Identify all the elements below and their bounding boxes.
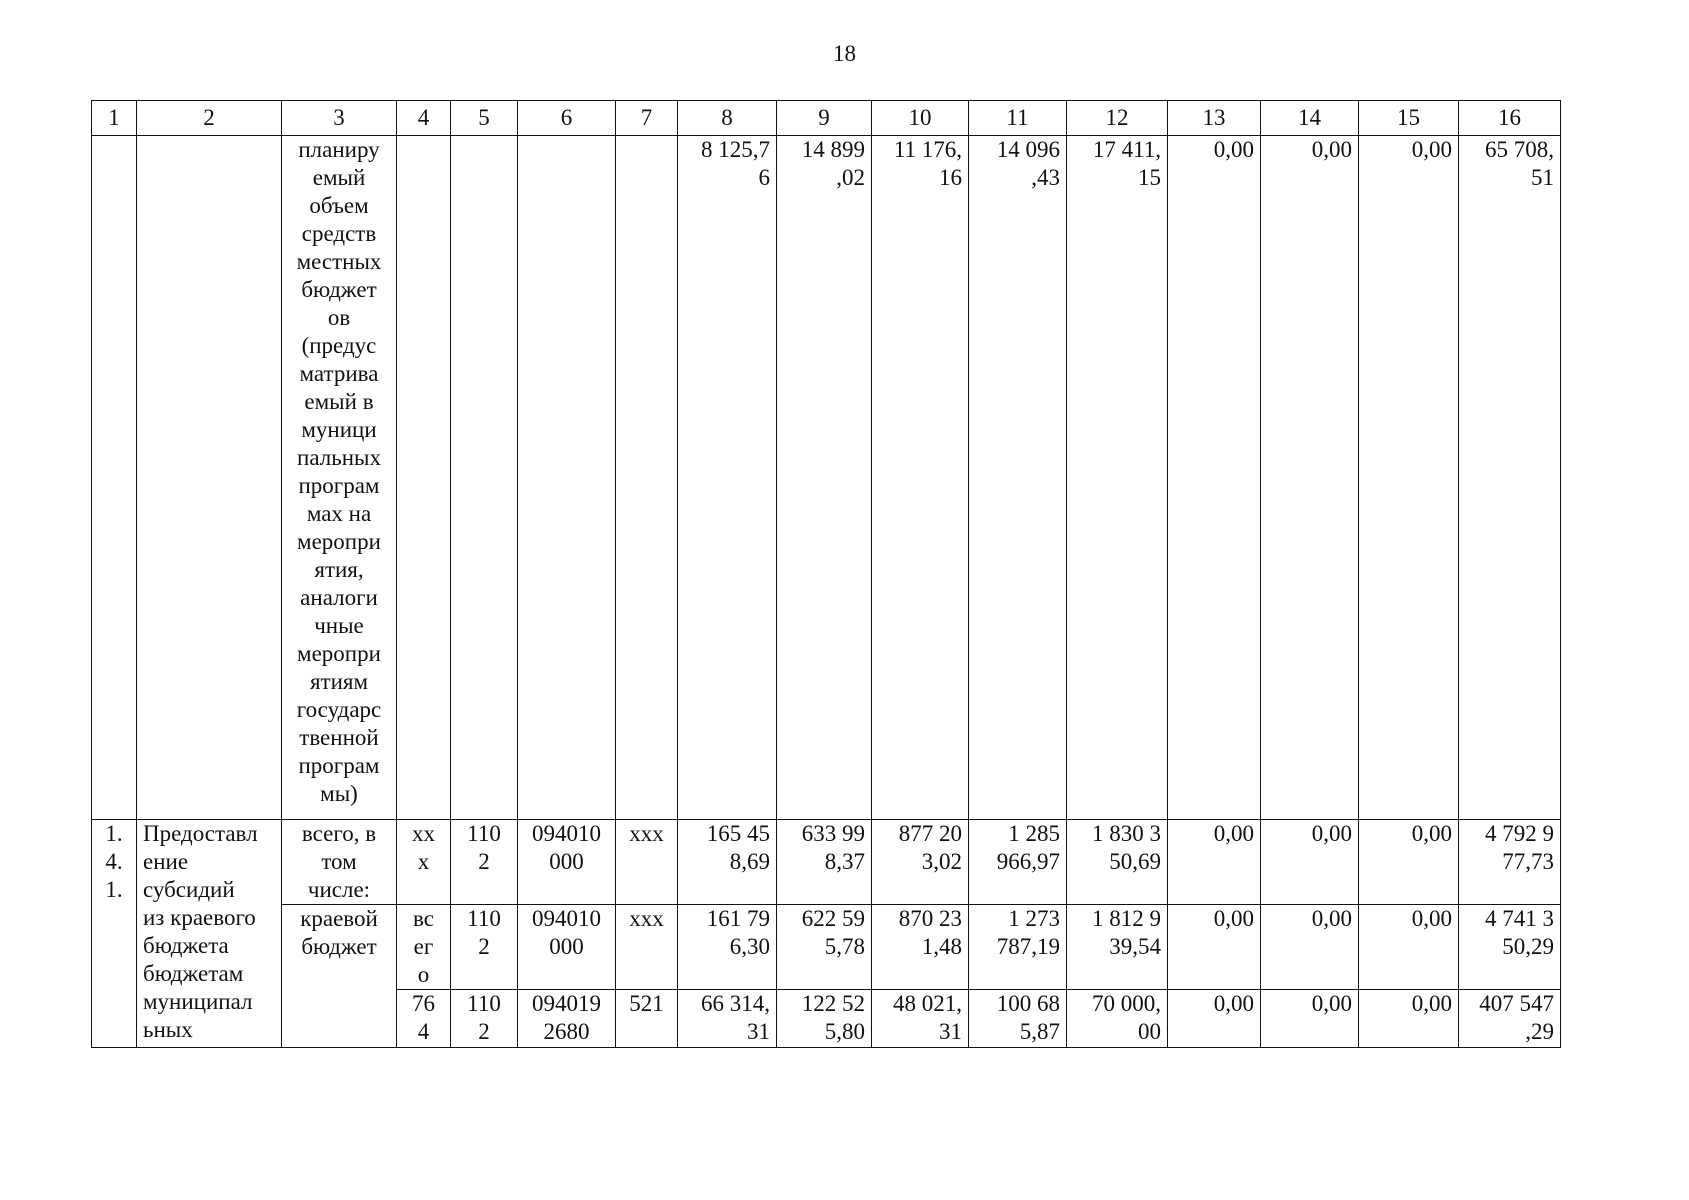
cell-text-line: 966,97 bbox=[996, 849, 1060, 874]
code-cell bbox=[518, 990, 616, 1048]
cell-text-line: 122 52 bbox=[801, 991, 865, 1016]
value-cell bbox=[1459, 905, 1561, 990]
cell-text-line: емый в bbox=[304, 389, 374, 414]
value-cell bbox=[777, 990, 872, 1048]
cell-text-line: 100 68 bbox=[996, 991, 1060, 1016]
cell-text-line: чные bbox=[314, 613, 364, 638]
cell-text-line: хх bbox=[412, 821, 435, 846]
value-cell bbox=[1261, 905, 1359, 990]
item-description-cell bbox=[137, 820, 282, 1048]
cell-text-line: ятиям bbox=[309, 669, 369, 694]
value-cell bbox=[1168, 820, 1261, 905]
value-cell bbox=[1459, 990, 1561, 1048]
value-cell bbox=[872, 990, 969, 1048]
cell-text-line: краевой bbox=[300, 906, 378, 931]
cell-text-line: 16 bbox=[939, 165, 962, 190]
cell-text-line: 165 45 bbox=[706, 821, 770, 846]
table-cell bbox=[92, 136, 137, 820]
cell-text-line: 70 000, bbox=[1092, 991, 1161, 1016]
cell-text-line: аналоги bbox=[300, 585, 378, 610]
cell-text-line: 0,00 bbox=[1411, 821, 1452, 846]
column-header: 11 bbox=[969, 101, 1067, 136]
table-cell bbox=[397, 136, 451, 820]
cell-text-line: ение bbox=[143, 849, 189, 874]
cell-text-line: 1. bbox=[105, 821, 123, 846]
cell-text-line: 00 bbox=[1138, 1019, 1161, 1044]
column-header: 4 bbox=[397, 101, 451, 136]
cell-text-line: 0,00 bbox=[1213, 137, 1254, 162]
cell-text-line: 0,00 bbox=[1411, 137, 1452, 162]
value-cell bbox=[1261, 990, 1359, 1048]
cell-text-line: 0,00 bbox=[1311, 991, 1352, 1016]
code-cell bbox=[451, 905, 518, 990]
cell-text-line: бюджет bbox=[301, 277, 377, 302]
cell-text-line: 1,48 bbox=[921, 934, 962, 959]
cell-text-line: 2 bbox=[478, 1019, 490, 1044]
source-label-cell bbox=[282, 820, 397, 905]
code-cell bbox=[451, 990, 518, 1048]
cell-text-line: 110 bbox=[467, 906, 501, 931]
cell-text-line: 0,00 bbox=[1213, 821, 1254, 846]
source-label-cell bbox=[282, 136, 397, 820]
cell-text-line: ов bbox=[327, 305, 351, 330]
cell-text-line: государс bbox=[296, 697, 382, 722]
cell-text-line: объем bbox=[309, 193, 369, 218]
value-cell bbox=[777, 136, 872, 820]
cell-text-line: 5,78 bbox=[824, 934, 865, 959]
value-cell bbox=[1459, 136, 1561, 820]
cell-text-line: 622 59 bbox=[801, 906, 865, 931]
cell-text-line: ххх bbox=[629, 906, 664, 931]
code-cell bbox=[451, 820, 518, 905]
cell-text-line: 65 708, bbox=[1485, 137, 1554, 162]
value-cell bbox=[1067, 905, 1168, 990]
header-row bbox=[92, 101, 1561, 136]
cell-text-line: 094010 bbox=[532, 821, 601, 846]
cell-text-line: ,02 bbox=[836, 165, 865, 190]
cell-text-line: 877 20 bbox=[898, 821, 962, 846]
cell-text-line: 50,69 bbox=[1109, 849, 1161, 874]
cell-text-line: 51 bbox=[1531, 165, 1554, 190]
column-header: 14 bbox=[1261, 101, 1359, 136]
column-header: 8 bbox=[678, 101, 777, 136]
table-row-local-budgets bbox=[92, 136, 1561, 820]
table-cell bbox=[451, 136, 518, 820]
cell-text-line: 870 23 bbox=[898, 906, 962, 931]
cell-text-line: 3,02 bbox=[921, 849, 962, 874]
value-cell bbox=[678, 136, 777, 820]
value-cell bbox=[1359, 820, 1459, 905]
cell-text-line: х bbox=[417, 849, 430, 874]
cell-text-line: 6,30 bbox=[729, 934, 770, 959]
cell-text-line: ятия, bbox=[314, 557, 364, 582]
value-cell bbox=[872, 905, 969, 990]
cell-text-line: 4. bbox=[105, 849, 123, 874]
column-header: 13 bbox=[1168, 101, 1261, 136]
cell-text-line: мах на bbox=[306, 501, 372, 526]
cell-text-line: 2680 bbox=[543, 1019, 590, 1044]
cell-text-line: 8,69 bbox=[729, 849, 770, 874]
value-cell bbox=[872, 820, 969, 905]
column-header: 1 bbox=[92, 101, 137, 136]
cell-text-line: 000 bbox=[549, 934, 584, 959]
cell-text-line: том bbox=[321, 849, 357, 874]
cell-text-line: Предоставл bbox=[143, 821, 258, 846]
cell-text-line: меропри bbox=[297, 529, 381, 554]
code-cell bbox=[616, 905, 678, 990]
cell-text-line: 4 bbox=[417, 1019, 430, 1044]
cell-text-line: 17 411, bbox=[1092, 137, 1161, 162]
cell-text-line: 110 bbox=[467, 821, 501, 846]
value-cell bbox=[1168, 136, 1261, 820]
cell-text-line: ег bbox=[413, 934, 434, 959]
cell-text-line: 1 285 bbox=[1008, 821, 1060, 846]
column-header: 7 bbox=[616, 101, 678, 136]
cell-text-line: 0,00 bbox=[1311, 137, 1352, 162]
cell-text-line: 407 547 bbox=[1479, 991, 1554, 1016]
value-cell bbox=[1067, 136, 1168, 820]
cell-text-line: (предус bbox=[301, 333, 377, 358]
cell-text-line: 66 314, bbox=[701, 991, 770, 1016]
cell-text-line: емый bbox=[312, 165, 366, 190]
value-cell bbox=[678, 990, 777, 1048]
value-cell bbox=[1067, 820, 1168, 905]
cell-text-line: 5,80 bbox=[824, 1019, 865, 1044]
column-header: 5 bbox=[451, 101, 518, 136]
cell-text-line: 15 bbox=[1138, 165, 1161, 190]
cell-text-line: ,43 bbox=[1031, 165, 1060, 190]
cell-text-line: 31 bbox=[747, 1019, 770, 1044]
cell-text-line: 14 899 bbox=[801, 137, 865, 162]
cell-text-line: средств bbox=[301, 221, 377, 246]
cell-text-line: програм bbox=[298, 473, 380, 498]
cell-text-line: 77,73 bbox=[1502, 849, 1554, 874]
code-cell bbox=[518, 905, 616, 990]
value-cell bbox=[969, 990, 1067, 1048]
value-cell bbox=[1067, 990, 1168, 1048]
code-cell bbox=[397, 820, 451, 905]
cell-text-line: 094010 bbox=[532, 906, 601, 931]
cell-text-line: 000 bbox=[549, 849, 584, 874]
cell-text-line: 0,00 bbox=[1411, 991, 1452, 1016]
cell-text-line: 2 bbox=[478, 934, 490, 959]
column-header: 12 bbox=[1067, 101, 1168, 136]
cell-text-line: планиру bbox=[298, 137, 380, 162]
value-cell bbox=[1261, 136, 1359, 820]
value-cell bbox=[1261, 820, 1359, 905]
cell-text-line: 521 bbox=[629, 991, 664, 1016]
cell-text-line: 094019 bbox=[532, 991, 601, 1016]
table-cell bbox=[518, 136, 616, 820]
cell-text-line: 4 741 3 bbox=[1485, 906, 1554, 931]
cell-text-line: ххх bbox=[629, 821, 664, 846]
column-header: 2 bbox=[137, 101, 282, 136]
cell-text-line: 14 096 bbox=[996, 137, 1060, 162]
code-cell bbox=[518, 820, 616, 905]
cell-text-line: 1. bbox=[105, 877, 123, 902]
cell-text-line: 0,00 bbox=[1311, 821, 1352, 846]
value-cell bbox=[777, 820, 872, 905]
value-cell bbox=[1168, 905, 1261, 990]
cell-text-line: муниципал bbox=[143, 989, 253, 1014]
cell-text-line: 633 99 bbox=[801, 821, 865, 846]
column-header: 15 bbox=[1359, 101, 1459, 136]
cell-text-line: програм bbox=[298, 753, 380, 778]
value-cell bbox=[969, 136, 1067, 820]
cell-text-line: 2 bbox=[478, 849, 490, 874]
cell-text-line: о bbox=[417, 962, 430, 987]
code-cell bbox=[397, 905, 451, 990]
cell-text-line: 161 79 bbox=[706, 906, 770, 931]
cell-text-line: ьных bbox=[143, 1017, 193, 1042]
cell-text-line: 0,00 bbox=[1213, 906, 1254, 931]
cell-text-line: 48 021, bbox=[893, 991, 962, 1016]
cell-text-line: 8,37 bbox=[824, 849, 865, 874]
column-header: 10 bbox=[872, 101, 969, 136]
code-cell bbox=[616, 820, 678, 905]
cell-text-line: 31 bbox=[939, 1019, 962, 1044]
cell-text-line: местных bbox=[296, 249, 382, 274]
table-row-total bbox=[92, 820, 1561, 905]
cell-text-line: твенной bbox=[299, 725, 379, 750]
code-cell bbox=[397, 990, 451, 1048]
cell-text-line: бюджетам bbox=[143, 961, 244, 986]
cell-text-line: 0,00 bbox=[1411, 906, 1452, 931]
value-cell bbox=[969, 820, 1067, 905]
cell-text-line: 4 792 9 bbox=[1485, 821, 1554, 846]
column-header: 16 bbox=[1459, 101, 1561, 136]
cell-text-line: меропри bbox=[297, 641, 381, 666]
cell-text-line: ,29 bbox=[1525, 1019, 1554, 1044]
table-cell bbox=[616, 136, 678, 820]
cell-text-line: бюджета bbox=[143, 933, 229, 958]
value-cell bbox=[1359, 905, 1459, 990]
value-cell bbox=[872, 136, 969, 820]
cell-text-line: 1 812 9 bbox=[1092, 906, 1161, 931]
cell-text-line: вс bbox=[413, 906, 434, 931]
column-header: 9 bbox=[777, 101, 872, 136]
source-label-cell bbox=[282, 905, 397, 1048]
table-row-regional bbox=[92, 905, 1561, 990]
cell-text-line: 39,54 bbox=[1109, 934, 1161, 959]
value-cell bbox=[678, 820, 777, 905]
value-cell bbox=[678, 905, 777, 990]
page-number: 18 bbox=[833, 41, 856, 66]
cell-text-line: пальных bbox=[297, 445, 381, 470]
cell-text-line: матрива bbox=[299, 361, 379, 386]
cell-text-line: 50,29 bbox=[1502, 934, 1554, 959]
item-number-cell bbox=[92, 820, 137, 1048]
cell-text-line: из краевого bbox=[143, 905, 256, 930]
cell-text-line: числе: bbox=[307, 877, 371, 902]
value-cell bbox=[1359, 136, 1459, 820]
value-cell bbox=[777, 905, 872, 990]
cell-text-line: субсидий bbox=[143, 877, 235, 902]
cell-text-line: мы) bbox=[320, 781, 358, 806]
budget-table bbox=[91, 100, 1561, 1048]
table-cell bbox=[137, 136, 282, 820]
cell-text-line: 0,00 bbox=[1213, 991, 1254, 1016]
code-cell bbox=[616, 990, 678, 1048]
cell-text-line: 0,00 bbox=[1311, 906, 1352, 931]
cell-text-line: 787,19 bbox=[996, 934, 1060, 959]
value-cell bbox=[1359, 990, 1459, 1048]
cell-text-line: муници bbox=[301, 417, 377, 442]
cell-text-line: 5,87 bbox=[1019, 1019, 1060, 1044]
value-cell bbox=[1168, 990, 1261, 1048]
cell-text-line: 8 125,7 bbox=[701, 137, 770, 162]
cell-text-line: 1 830 3 bbox=[1092, 821, 1161, 846]
cell-text-line: 11 176, bbox=[893, 137, 962, 162]
column-header: 3 bbox=[282, 101, 397, 136]
cell-text-line: бюджет bbox=[301, 934, 377, 959]
cell-text-line: 6 bbox=[758, 165, 770, 190]
cell-text-line: 76 bbox=[412, 991, 435, 1016]
cell-text-line: всего, в bbox=[301, 821, 377, 846]
column-header: 6 bbox=[518, 101, 616, 136]
value-cell bbox=[969, 905, 1067, 990]
cell-text-line: 110 bbox=[467, 991, 501, 1016]
value-cell bbox=[1459, 820, 1561, 905]
cell-text-line: 1 273 bbox=[1008, 906, 1060, 931]
